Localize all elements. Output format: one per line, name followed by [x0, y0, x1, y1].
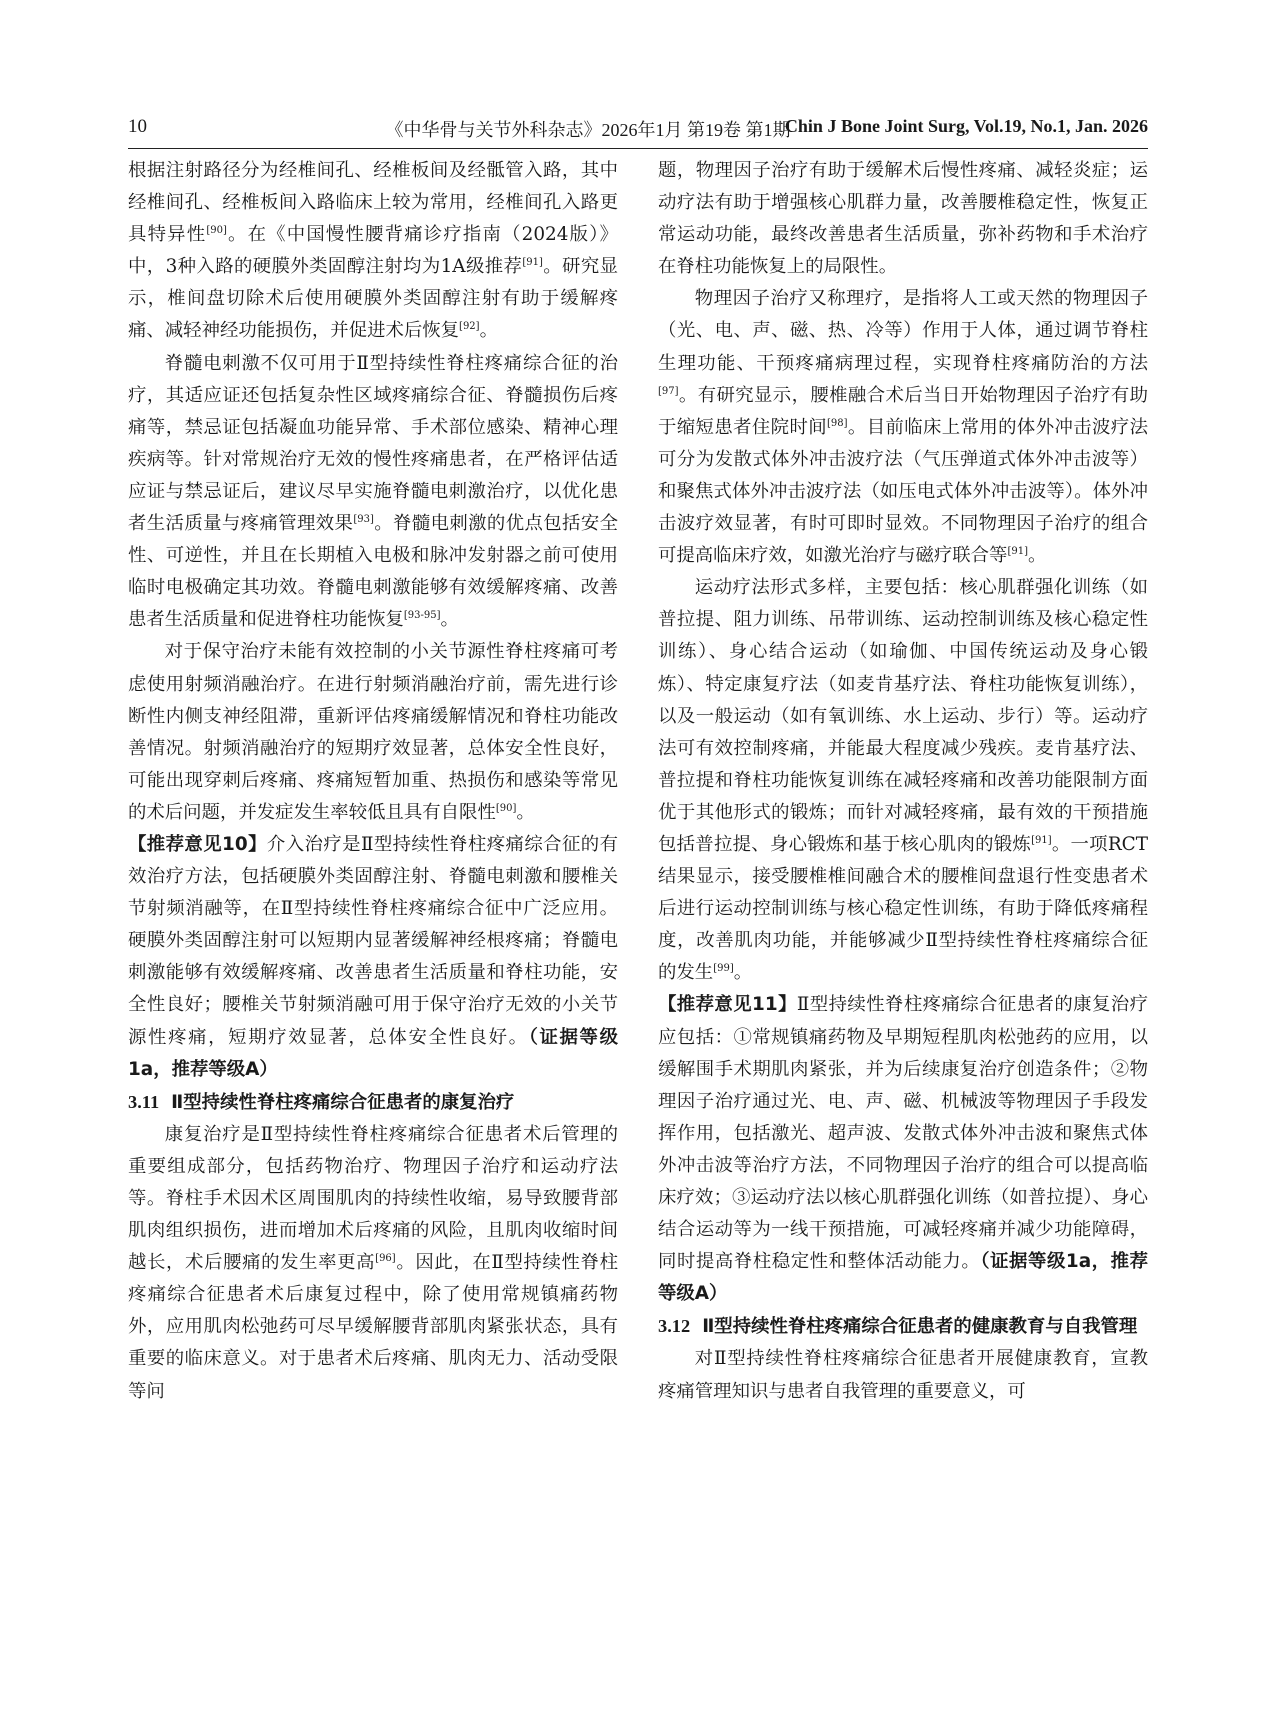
paragraph-rehabilitation [128, 1119, 618, 1408]
section-title: Ⅱ型持续性脊柱疼痛综合征患者的健康教育与自我管理 [702, 1316, 1138, 1338]
text-run: 。 [1027, 545, 1047, 567]
citation: [90] [495, 802, 517, 814]
text-run: 。 [733, 962, 753, 984]
section-heading-3-12 [658, 1310, 1148, 1343]
text-run: 康复治疗是Ⅱ型持续性脊柱疼痛综合征患者术后管理的重要组成部分，包括药物治疗、物理因子治疗和运动疗法等。脊柱手术因术区周围肌肉的持续性收缩，易导致腰背部肌肉组织损伤，进而增加术后疼痛的风险，且肌肉收缩时间越长，术后腰痛的发生率更高 [128, 1123, 618, 1274]
recommendation-11 [658, 989, 1148, 1310]
text-run: 。 [479, 320, 498, 342]
recommendation-10 [128, 829, 618, 1086]
paragraph-health-education [658, 1343, 1148, 1407]
citation: [93] [353, 514, 374, 526]
text-run: 。有研究显示，腰椎融合术后当日开始物理因子治疗有助于缩短患者住院时间 [658, 384, 1148, 438]
section-number: 3.11 [128, 1091, 160, 1112]
journal-title-english: Chin J Bone Joint Surg, Vol.19, No.1, Jan. 2026 [784, 116, 1148, 136]
evidence-level: （证据等级1a，推荐等级A） [658, 1251, 1148, 1305]
text-run: 。研究显示，椎间盘切除术后使用硬膜外类固醇注射有助于缓解疼痛、减轻神经功能损伤，并促进术后恢复 [128, 256, 618, 342]
recommendation-text: Ⅱ型持续性脊柱疼痛综合征患者的康复治疗应包括：①常规镇痛药物及早期短程肌肉松弛药的应用，以缓解围手术期肌肉紧张，并为后续康复治疗创造条件；②物理因子治疗通过光、电、声、磁、机械波等物理因子手段发挥作用，包括激光、超声波、发散式体外冲击波和聚焦式体外冲击波等治疗方法，不同物理因子治疗的组合可以提高临床疗效；③运动疗法以核心肌群强化训练（如普拉提）、身心结合运动等为一线干预措施，可减轻疼痛并减少功能障碍，同时提高脊柱稳定性和整体活动能力。 [658, 994, 1148, 1273]
section-title: Ⅱ型持续性脊柱疼痛综合征患者的康复治疗 [171, 1091, 515, 1113]
section-heading-3-11 [128, 1086, 618, 1119]
page-number: 10 [128, 116, 147, 137]
paragraph-physical-therapy [658, 283, 1148, 572]
text-run: 。因此，在Ⅱ型持续性脊柱疼痛综合征患者术后康复过程中，除了使用常规镇痛药物外，应用肌肉松弛药可尽早缓解腰背部肌肉紧张状态，具有重要的临床意义。对于患者术后疼痛、肌肉无力、活动受限等问 [128, 1252, 618, 1402]
text-run: 。目前临床上常用的体外冲击波疗法可分为发散式体外冲击波疗法（气压弹道式体外冲击波等）和聚焦式体外冲击波疗法（如压电式体外冲击波等）。体外冲击波疗效显著，有时可即时显效。不同物理因子治疗的组合可提高临床疗效，如激光治疗与磁疗联合等 [658, 416, 1148, 567]
paragraph-radiofrequency-ablation [128, 636, 618, 829]
citation: [90] [206, 225, 227, 237]
right-column [658, 155, 1148, 1408]
text-run: 。 [440, 609, 459, 631]
citation: [92] [459, 321, 480, 333]
text-run: 。 [516, 801, 535, 823]
text-run: 物理因子治疗又称理疗，是指将人工或天然的物理因子（光、电、声、磁、热、冷等）作用于人体，通过调节脊柱生理功能、干预疼痛病理过程，实现脊柱疼痛防治的方法 [658, 288, 1148, 374]
citation: [97] [658, 385, 679, 397]
text-run: 。一项RCT结果显示，接受腰椎椎间融合术的腰椎间盘退行性变患者术后进行运动控制训练与核心稳定性训练，有助于降低疼痛程度，改善肌肉功能，并能够减少Ⅱ型持续性脊柱疼痛综合征的发生 [658, 833, 1148, 984]
citation: [99] [713, 963, 734, 975]
text-run: 题，物理因子治疗有助于缓解术后慢性疼痛、减轻炎症；运动疗法有助于增强核心肌群力量，改善腰椎稳定性，恢复正常运动功能，最终改善患者生活质量，弥补药物和手术治疗在脊柱功能恢复上的局限性。 [658, 160, 1148, 278]
left-column [128, 155, 618, 1408]
citation: [91] [522, 257, 543, 269]
citation: [91] [1007, 546, 1028, 558]
header-rule [128, 148, 1148, 149]
text-run: 对于保守治疗未能有效控制的小关节源性脊柱疼痛可考虑使用射频消融治疗。在进行射频消融治疗前，需先进行诊断性内侧支神经阻滞，重新评估疼痛缓解情况和脊柱功能改善情况。射频消融治疗的短期疗效显著，总体安全性良好，可能出现穿刺后疼痛、疼痛短暂加重、热损伤和感染等常见的术后问题，并发症发生率较低且具有自限性 [128, 641, 618, 823]
text-run: 对Ⅱ型持续性脊柱疼痛综合征患者开展健康教育，宣教疼痛管理知识与患者自我管理的重要意义，可 [658, 1348, 1148, 1402]
paragraph-spinal-cord-stimulation [128, 348, 618, 637]
text-run: 脊髓电刺激不仅可用于Ⅱ型持续性脊柱疼痛综合征的治疗，其适应证还包括复杂性区域疼痛综合征、脊髓损伤后疼痛等，禁忌证包括凝血功能异常、手术部位感染、精神心理疾病等。针对常规治疗无效的慢性疼痛患者，在严格评估适应证与禁忌证后，建议尽早实施脊髓电刺激治疗，以优化患者生活质量与疼痛管理效果 [128, 352, 618, 535]
citation: [93-95] [403, 610, 441, 622]
evidence-level: （证据等级1a，推荐等级A） [128, 1026, 618, 1080]
text-run: 。在《中国慢性腰背痛诊疗指南（2024版）》中，3种入路的硬膜外类固醇注射均为1A级推荐 [128, 224, 618, 278]
text-run: 。脊髓电刺激的优点包括安全性、可逆性，并且在长期植入电极和脉冲发射器之前可使用临时电极确定其功效。脊髓电刺激能够有效缓解疼痛、改善患者生活质量和促进脊柱功能恢复 [128, 513, 618, 631]
recommendation-label: 【推荐意见10】 [128, 833, 267, 855]
journal-title-chinese: 《中华骨与关节外科杂志》2026年1月 第19卷 第1期 [385, 120, 791, 140]
running-header [128, 116, 1148, 146]
recommendation-text: 介入治疗是Ⅱ型持续性脊柱疼痛综合征的有效治疗方法，包括硬膜外类固醇注射、脊髓电刺激和腰椎关节射频消融等，在Ⅱ型持续性脊柱疼痛综合征中广泛应用。硬膜外类固醇注射可以短期内显著缓解神经根疼痛；脊髓电刺激能够有效缓解疼痛、改善患者生活质量和脊柱功能，安全性良好；腰椎关节射频消融可用于保守治疗无效的小关节源性疼痛，短期疗效显著，总体安全性良好。 [128, 833, 618, 1048]
paragraph-epidural-routes [128, 155, 618, 348]
recommendation-label: 【推荐意见11】 [658, 994, 797, 1016]
citation: [96] [375, 1253, 396, 1265]
text-run: 根据注射路径分为经椎间孔、经椎板间及经骶管入路，其中经椎间孔、经椎板间入路临床上较为常用，经椎间孔入路更具特异性 [128, 160, 618, 246]
section-number: 3.12 [658, 1316, 691, 1337]
citation: [98] [827, 417, 848, 429]
paragraph-rehabilitation-continued [658, 155, 1148, 283]
citation: [91] [1031, 834, 1052, 846]
paragraph-exercise-therapy [658, 572, 1148, 989]
text-run: 运动疗法形式多样，主要包括：核心肌群强化训练（如普拉提、阻力训练、吊带训练、运动控制训练及核心稳定性训练）、身心结合运动（如瑜伽、中国传统运动及身心锻炼）、特定康复疗法（如麦肯基疗法、脊柱功能恢复训练），以及一般运动（如有氧训练、水上运动、步行）等。运动疗法可有效控制疼痛，并能最大程度减少残疾。麦肯基疗法、普拉提和脊柱功能恢复训练在减轻疼痛和改善功能限制方面优于其他形式的锻炼；而针对减轻疼痛，最有效的干预措施包括普拉提、身心锻炼和基于核心肌肉的锻炼 [658, 577, 1148, 855]
